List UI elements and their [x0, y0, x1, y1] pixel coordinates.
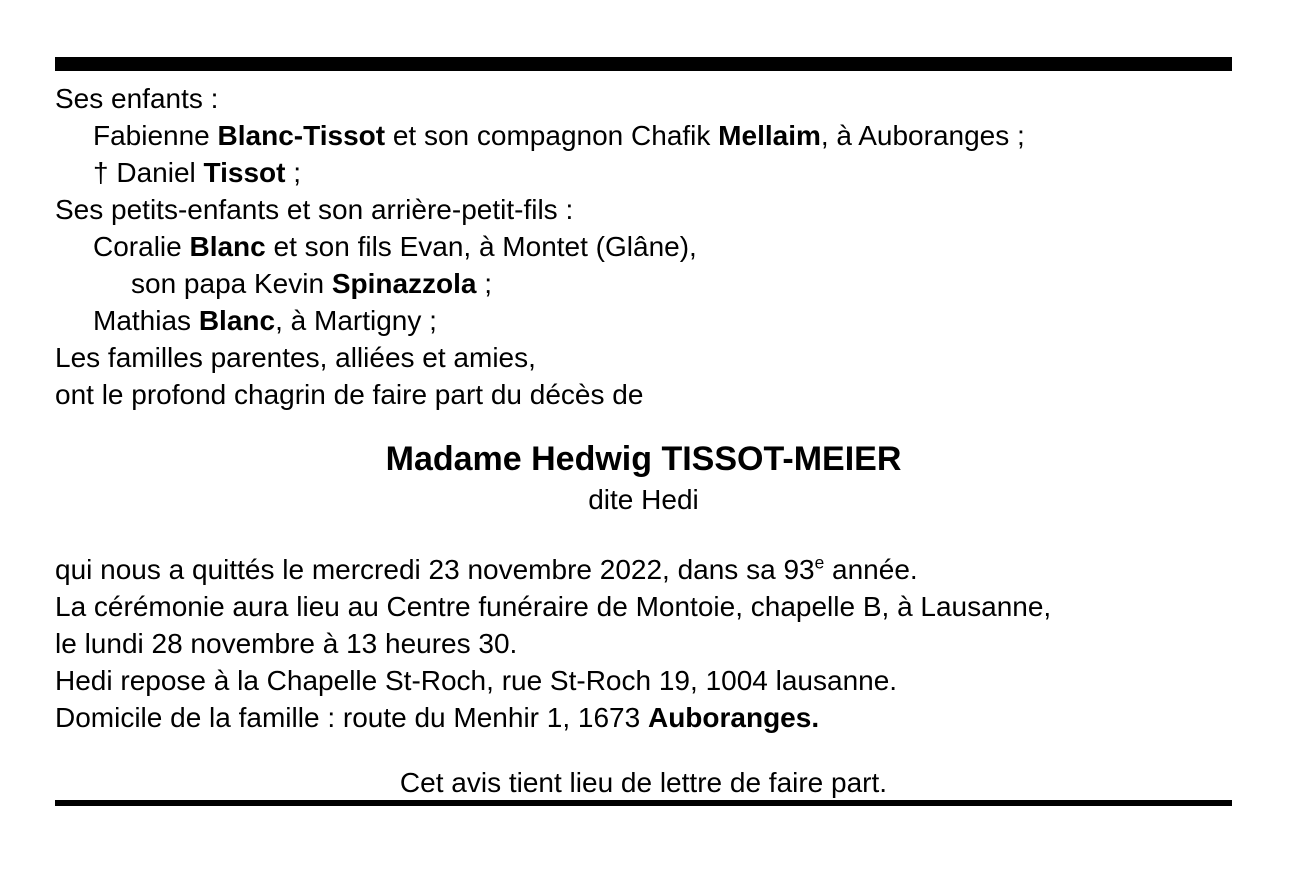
text-line: Ses enfants :: [55, 83, 219, 114]
text-line: Fabienne Blanc-Tissot et son compagnon Chafik Mellaim, à Auboranges ;: [93, 120, 1025, 151]
deceased-name-heading: Madame Hedwig TISSOT-MEIER: [385, 440, 902, 478]
ceremony-details: [55, 551, 1232, 736]
text-line: qui nous a quittés le mercredi 23 novembre 2022, dans sa 93e année.: [55, 552, 918, 585]
text-line: ont le profond chagrin de faire part du décès de: [55, 379, 644, 410]
bottom-divider: [55, 800, 1232, 806]
top-divider: [55, 57, 1232, 71]
text-line: Ses petits-enfants et son arrière-petit-fils :: [55, 194, 574, 225]
text-line: La cérémonie aura lieu au Centre funéraire de Montoie, chapelle B, à Lausanne,: [55, 591, 1052, 622]
text-line: Mathias Blanc, à Martigny ;: [93, 305, 437, 336]
text-line: Les familles parentes, alliées et amies,: [55, 342, 536, 373]
text-line: Domicile de la famille : route du Menhir 1, 1673 Auboranges.: [55, 702, 820, 733]
text-line: † Daniel Tissot ;: [93, 157, 302, 188]
notice-content: [55, 0, 1232, 806]
deceased-nickname: dite Hedi: [588, 484, 699, 515]
text-line: son papa Kevin Spinazzola ;: [131, 268, 493, 299]
closing-statement: Cet avis tient lieu de lettre de faire part.: [399, 767, 888, 798]
text-line: Hedi repose à la Chapelle St-Roch, rue St-Roch 19, 1004 lausanne.: [55, 665, 898, 696]
text-line: Coralie Blanc et son fils Evan, à Montet (Glâne),: [93, 231, 697, 262]
text-line: le lundi 28 novembre à 13 heures 30.: [55, 628, 518, 659]
family-list: [55, 80, 1232, 413]
